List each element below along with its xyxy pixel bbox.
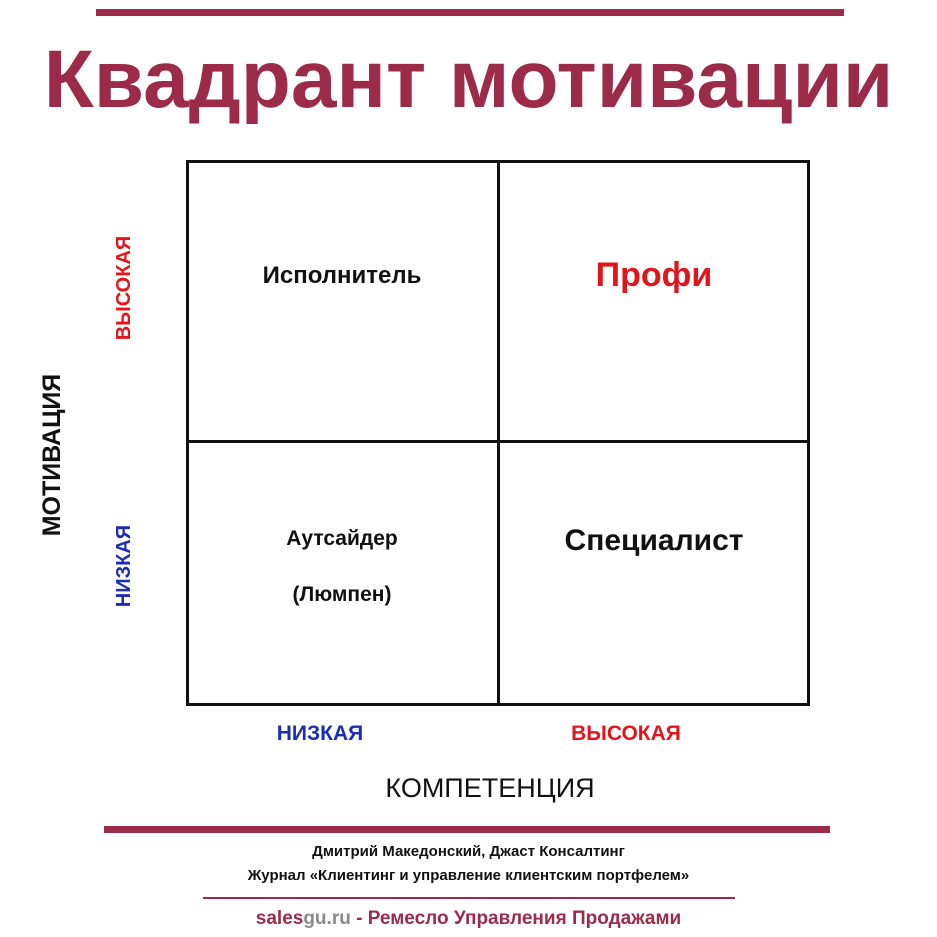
quadrant-bottom-left-label: Аутсайдер bbox=[286, 527, 398, 550]
site-tagline: - Ремесло Управления Продажами bbox=[350, 908, 682, 929]
quadrant-top-left-label: Исполнитель bbox=[262, 262, 422, 289]
bottom-divider-bar bbox=[104, 826, 830, 833]
journal-credit: Журнал «Клиентинг и управление клиентским портфелем» bbox=[247, 867, 690, 884]
quadrant-top-right-label: Профи bbox=[595, 256, 713, 294]
x-axis-low-label: НИЗКАЯ bbox=[276, 722, 364, 745]
footer-tagline bbox=[0, 908, 937, 930]
quadrant-bottom-left-sublabel: (Люмпен) bbox=[292, 583, 392, 606]
page-title: Квадрант мотивации bbox=[43, 34, 894, 125]
top-divider-bar bbox=[96, 9, 844, 16]
footer-divider-line bbox=[203, 897, 735, 899]
x-axis-label: КОМПЕТЕНЦИЯ bbox=[385, 773, 595, 803]
x-axis-high-label: ВЫСОКАЯ bbox=[571, 722, 681, 745]
site-name-part1[interactable]: sales bbox=[255, 908, 304, 929]
grid-horizontal-divider bbox=[186, 440, 810, 443]
y-axis-label: МОТИВАЦИЯ bbox=[38, 373, 66, 537]
quadrant-bottom-right-label: Специалист bbox=[564, 524, 744, 557]
y-axis-high-label: ВЫСОКАЯ bbox=[113, 235, 135, 341]
y-axis-low-label: НИЗКАЯ bbox=[113, 524, 135, 608]
author-credit: Дмитрий Македонский, Джаст Консалтинг bbox=[312, 843, 625, 860]
grid-vertical-divider bbox=[497, 160, 500, 706]
site-name-part2[interactable]: gu.ru bbox=[303, 908, 351, 929]
